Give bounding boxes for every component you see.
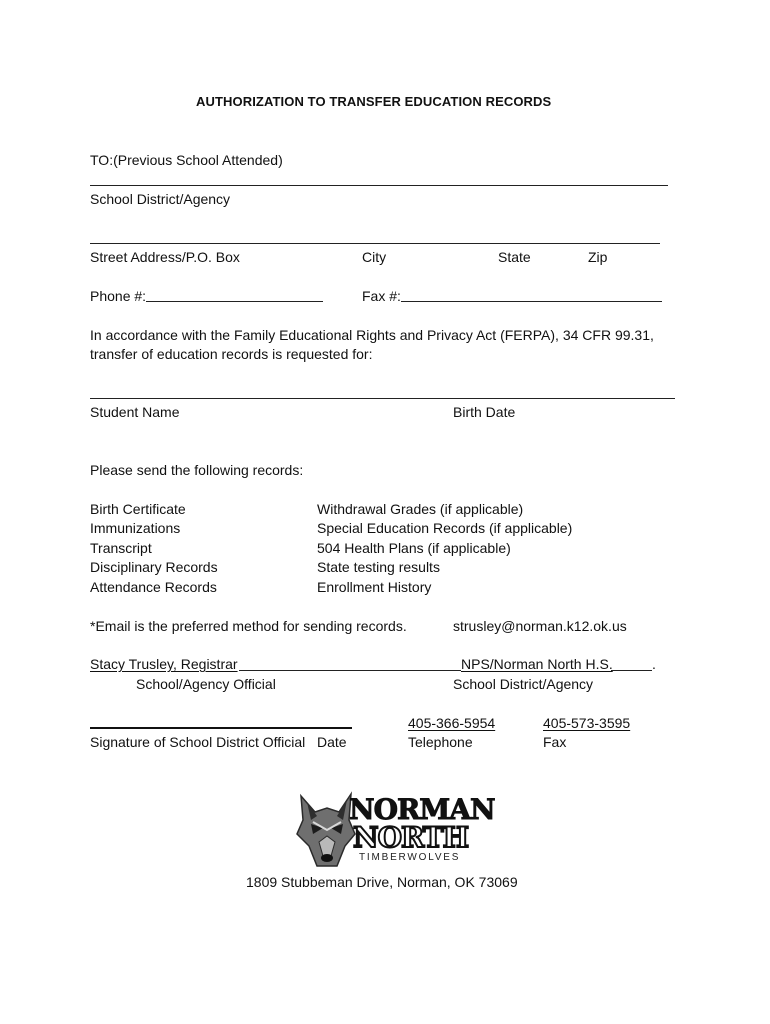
official-name: Stacy Trusley, Registrar xyxy=(90,656,238,672)
record-item: Withdrawal Grades (if applicable) xyxy=(317,501,524,517)
telephone-value: 405-366-5954 xyxy=(408,715,496,731)
official-name-underline xyxy=(239,670,461,671)
record-item: 504 Health Plans (if applicable) xyxy=(317,540,511,556)
phone-field[interactable] xyxy=(146,301,323,302)
date-label: Date xyxy=(317,734,347,750)
official-label: School/Agency Official xyxy=(136,676,276,692)
record-item: Enrollment History xyxy=(317,579,432,595)
record-item: Immunizations xyxy=(90,520,181,536)
phone-label: Phone #: xyxy=(90,288,147,304)
record-item: Special Education Records (if applicable) xyxy=(317,520,573,536)
record-item: Disciplinary Records xyxy=(90,559,218,575)
fax-value: 405-573-3595 xyxy=(543,715,631,731)
address-line[interactable] xyxy=(90,243,660,244)
signature-label: Signature of School District Official xyxy=(90,734,306,750)
ferpa-text-line1: In accordance with the Family Educational Rights and Privacy Act (FERPA), 34 CFR 99.31, xyxy=(90,327,654,343)
footer-address: 1809 Stubbeman Drive, Norman, OK 73069 xyxy=(246,874,518,890)
official-district-underline xyxy=(611,670,652,671)
official-district: NPS/Norman North H.S. xyxy=(461,656,613,672)
fax-field[interactable] xyxy=(401,301,662,302)
record-item: Birth Certificate xyxy=(90,501,186,517)
ferpa-text-line2: transfer of education records is requested for: xyxy=(90,346,373,362)
send-label: Please send the following records: xyxy=(90,462,304,478)
logo-north-text: NORTH xyxy=(353,821,469,854)
record-item: State testing results xyxy=(317,559,440,575)
document-title: AUTHORIZATION TO TRANSFER EDUCATION RECORDS xyxy=(196,94,552,109)
student-name-label: Student Name xyxy=(90,404,180,420)
official-district-end: . xyxy=(652,656,656,672)
district-label: School District/Agency xyxy=(90,191,231,207)
record-item: Attendance Records xyxy=(90,579,217,595)
state-label: State xyxy=(498,249,531,265)
fax-label: Fax #: xyxy=(362,288,401,304)
student-line[interactable] xyxy=(90,398,675,399)
zip-label: Zip xyxy=(588,249,608,265)
city-label: City xyxy=(362,249,387,265)
street-label: Street Address/P.O. Box xyxy=(90,249,240,265)
email-note: *Email is the preferred method for sending records. xyxy=(90,618,407,634)
telephone-label: Telephone xyxy=(408,734,473,750)
signature-line[interactable] xyxy=(90,727,352,729)
fax-label-bottom: Fax xyxy=(543,734,567,750)
official-district-label: School District/Agency xyxy=(453,676,594,692)
logo-timberwolves-text: TIMBERWOLVES xyxy=(359,852,461,863)
record-item: Transcript xyxy=(90,540,152,556)
email-address: strusley@norman.k12.ok.us xyxy=(453,618,627,634)
norman-north-logo xyxy=(293,790,495,870)
to-label: TO:(Previous School Attended) xyxy=(90,152,283,168)
to-line[interactable] xyxy=(90,185,668,186)
logo-norman-text: NORMAN xyxy=(349,793,495,826)
birth-date-label: Birth Date xyxy=(453,404,516,420)
